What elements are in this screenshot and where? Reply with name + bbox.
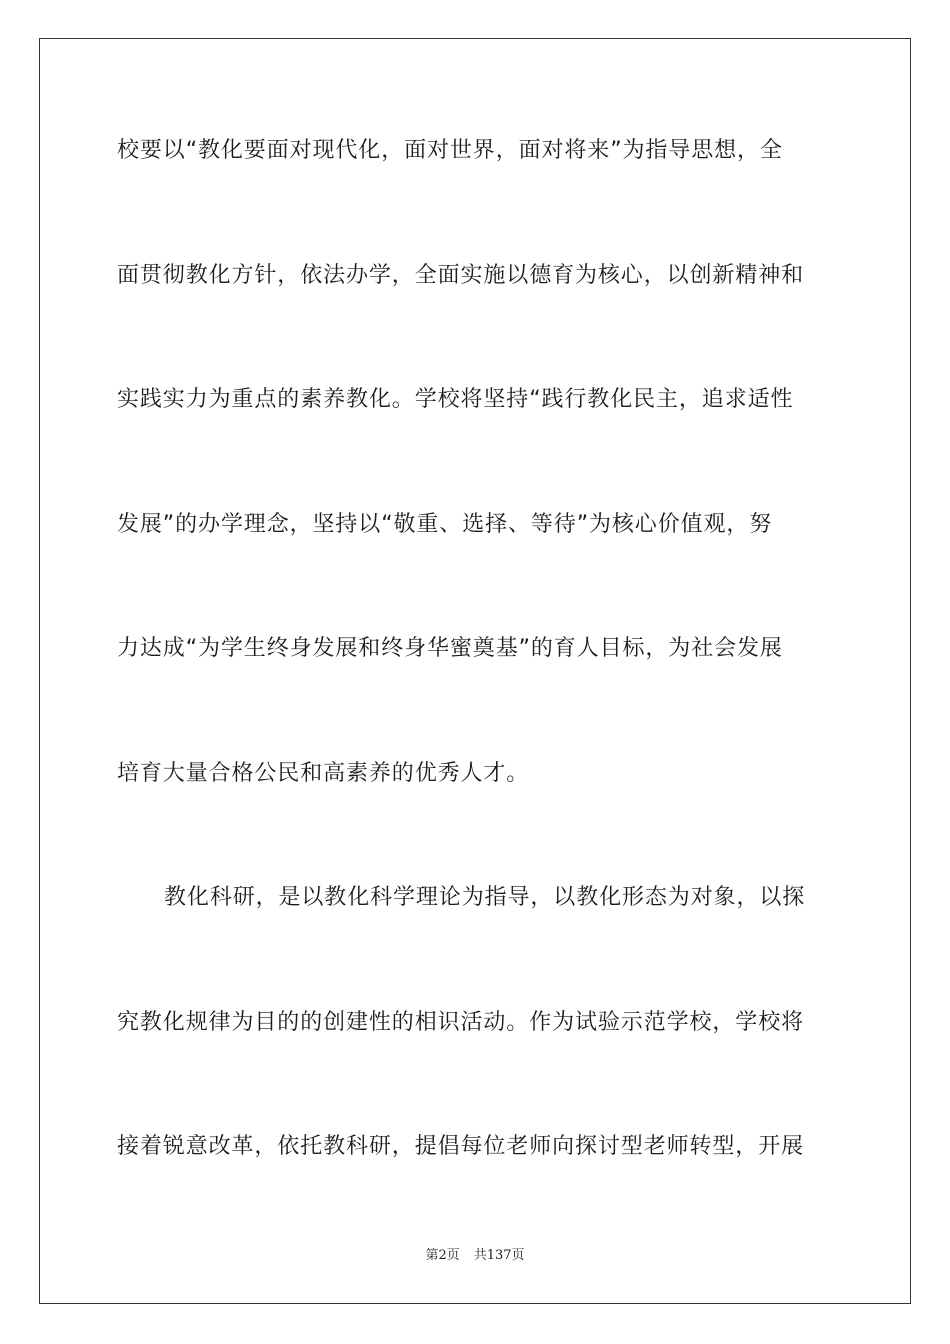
page-number: 第2页 bbox=[425, 1248, 460, 1263]
text-line: 力达成“为学生终身发展和终身华蜜奠基”的育人目标，为社会发展 bbox=[117, 636, 783, 661]
text-line: 校要以“教化要面对现代化，面对世界，面对将来”为指导思想，全 bbox=[117, 138, 783, 163]
text-line: 面贯彻教化方针，依法办学，全面实施以德育为核心，以创新精神和 bbox=[117, 263, 805, 288]
text-line: 发展”的办学理念，坚持以“敬重、选择、等待”为核心价值观，努 bbox=[117, 512, 773, 537]
text-line: 培育大量合格公民和高素养的优秀人才。 bbox=[117, 761, 530, 786]
page-footer bbox=[0, 1247, 950, 1265]
page-total: 共137页 bbox=[473, 1248, 525, 1263]
text-line: 实践实力为重点的素养教化。学校将坚持“践行教化民主，追求适性 bbox=[117, 387, 794, 412]
text-line: 接着锐意改革，依托教科研，提倡每位老师向探讨型老师转型，开展 bbox=[117, 1134, 805, 1159]
text-line: 究教化规律为目的的创建性的相识活动。作为试验示范学校，学校将 bbox=[117, 1010, 805, 1035]
page-border bbox=[39, 38, 911, 1304]
paragraph-start-line: 教化科研，是以教化科学理论为指导，以教化形态为对象，以探 bbox=[164, 885, 806, 910]
